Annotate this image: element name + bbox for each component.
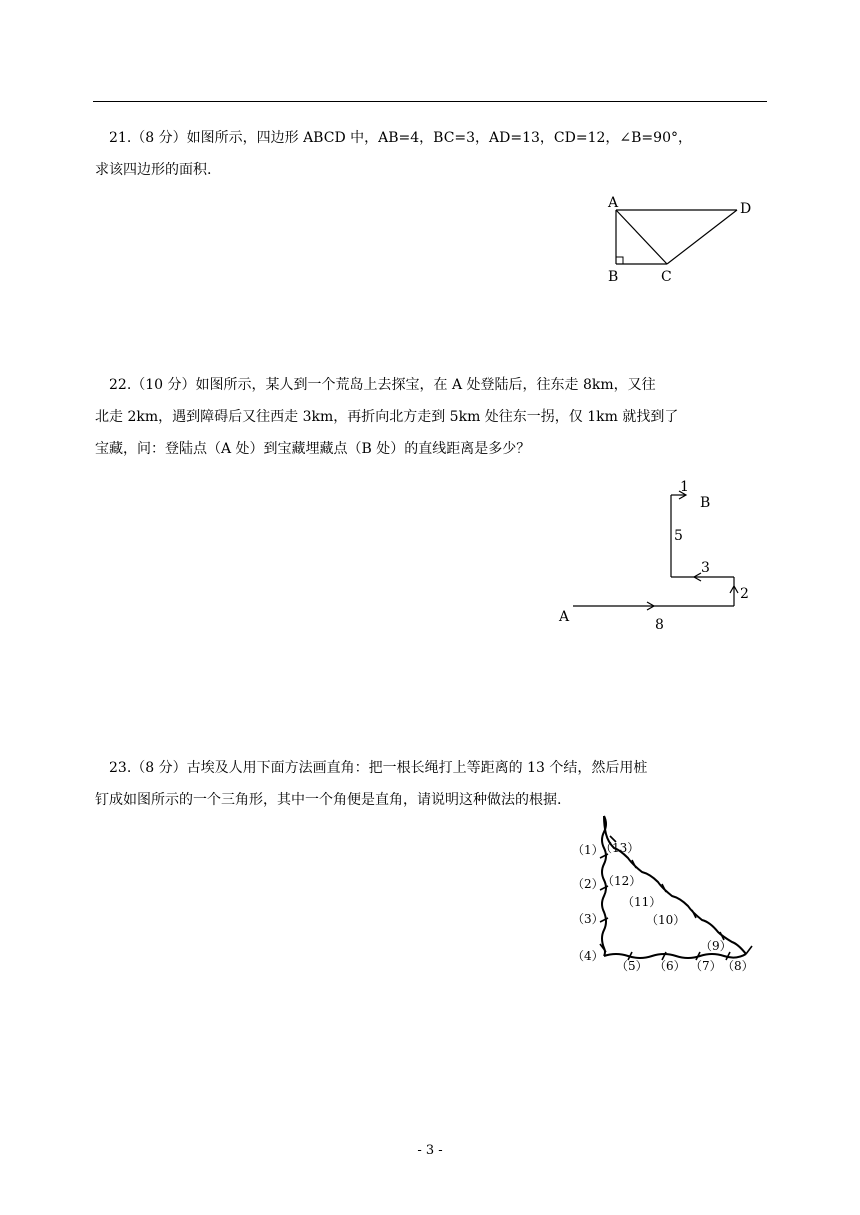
knot-6: （6） xyxy=(654,959,686,973)
q22-path-figure xyxy=(550,476,770,636)
q23-rope-triangle-figure xyxy=(570,812,770,977)
label-3: 3 xyxy=(701,560,710,576)
label-c: C xyxy=(661,269,672,285)
q21-quadrilateral-figure xyxy=(600,192,770,292)
knot-4: （4） xyxy=(572,949,604,963)
knot-1: （1） xyxy=(572,843,604,857)
q23-text-line1: 23.（8 分）古埃及人用下面方法画直角：把一根长绳打上等距离的 13 个结，然后用桩 xyxy=(109,760,648,776)
label-b: B xyxy=(700,495,711,511)
knot-8: （8） xyxy=(722,959,754,973)
label-5: 5 xyxy=(674,528,683,544)
knot-7: （7） xyxy=(690,959,722,973)
q23-text-line2: 钉成如图所示的一个三角形，其中一个角便是直角，请说明这种做法的根据. xyxy=(95,792,562,808)
segment-cd xyxy=(667,210,737,264)
knot-5: （5） xyxy=(616,959,648,973)
knot-9: （9） xyxy=(700,939,732,953)
label-8: 8 xyxy=(655,617,664,633)
knot-11: （11） xyxy=(622,895,662,909)
q21-text-line2: 求该四边形的面积. xyxy=(95,162,212,178)
knot-10: （10） xyxy=(646,913,686,927)
label-a: A xyxy=(559,609,570,625)
q22-text-line2: 北走 2km，遇到障碍后又往西走 3km，再折向北方走到 5km 处往东一拐，仅 1km 就找到了 xyxy=(95,409,679,425)
q22-text-line1: 22.（10 分）如图所示，某人到一个荒岛上去探宝，在 A 处登陆后，往东走 8km，又往 xyxy=(109,377,656,393)
label-2: 2 xyxy=(740,586,749,602)
label-a: A xyxy=(608,195,619,211)
q21-text-line1: 21.（8 分）如图所示，四边形 ABCD 中，AB=4，BC=3，AD=13，CD=12，∠B=90°， xyxy=(109,130,692,146)
knot-12: （12） xyxy=(602,874,642,888)
label-1: 1 xyxy=(680,479,689,495)
label-d: D xyxy=(740,201,752,217)
segment-ac xyxy=(616,210,667,264)
page-number: - 3 - xyxy=(417,1143,443,1158)
knot-3: （3） xyxy=(572,912,604,926)
right-angle-mark xyxy=(616,257,623,264)
knot-13: （13） xyxy=(600,841,640,855)
rope-horizontal xyxy=(604,954,746,958)
knot-2: （2） xyxy=(572,877,604,891)
label-b: B xyxy=(608,269,619,285)
header-rule xyxy=(93,101,767,102)
q22-text-line3: 宝藏，问：登陆点（A 处）到宝藏埋藏点（B 处）的直线距离是多少？ xyxy=(95,441,531,457)
